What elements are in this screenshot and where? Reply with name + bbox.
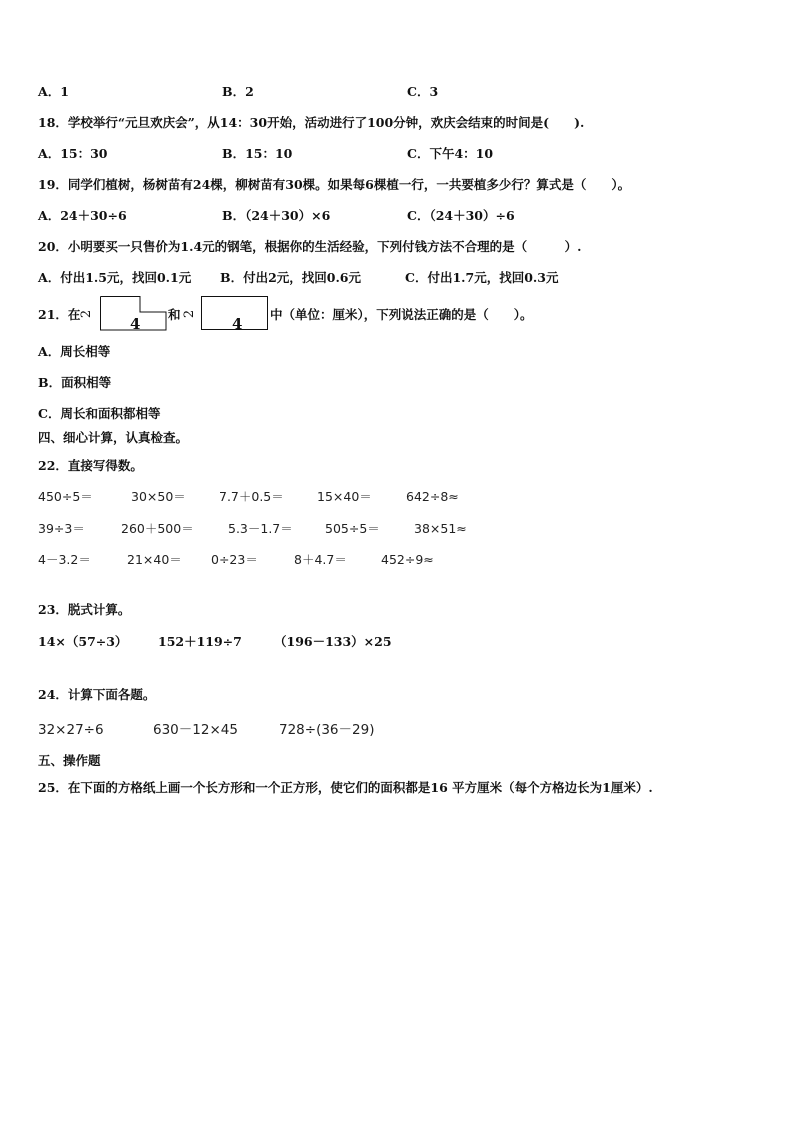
q24-item: 728÷(36－29): [279, 722, 375, 738]
q21-middle: 和: [168, 307, 181, 322]
q19-option-a: A．24＋30÷6: [38, 208, 127, 223]
q22-item: 8＋4.7＝: [294, 552, 347, 567]
q22-item: 38×51≈: [414, 521, 467, 536]
q23-stem: 23．脱式计算。: [38, 602, 131, 617]
q24-item: 32×27÷6: [38, 722, 104, 738]
q23-item: （196－133）×25: [274, 634, 392, 649]
q20-option-a: A．付出1.5元，找回0.1元: [38, 270, 192, 285]
q24-item: 630－12×45: [153, 722, 238, 738]
section5-title: 五、操作题: [38, 753, 101, 768]
q23-item: 152＋119÷7: [158, 634, 242, 649]
q25-stem: 25．在下面的方格纸上画一个长方形和一个正方形，使它们的面积都是16 平方厘米（每个方格边长为1厘米）.: [38, 780, 653, 795]
q21-prefix: 21．在: [38, 307, 81, 322]
q18-option-a: A．15：30: [38, 146, 108, 161]
q20-stem: 20．小明要买一只售价为1.4元的钢笔，根据你的生活经验，下列付钱方法不合理的是（ ）.: [38, 239, 582, 254]
q17-option-c: C．3: [407, 84, 439, 99]
q22-item: 452÷9≈: [381, 552, 434, 567]
q22-item: 7.7＋0.5＝: [219, 489, 284, 504]
q21-shape2-bottom-label: 4: [232, 315, 243, 333]
q19-stem: 19．同学们植树，杨树苗有24棵，柳树苗有30棵。如果每6棵植一行，一共要植多少行？算式是（ ）。: [38, 177, 631, 192]
q22-item: 4－3.2＝: [38, 552, 91, 567]
q17-option-a: A．1: [38, 84, 69, 99]
q21-shape2-side-label: 2: [182, 309, 198, 319]
q21-shape1-side-label: 2: [79, 309, 95, 319]
q18-option-c: C．下午4：10: [407, 146, 494, 161]
q22-stem: 22．直接写得数。: [38, 458, 143, 473]
q23-item: 14×（57÷3）: [38, 634, 128, 649]
q22-item: 0÷23＝: [211, 552, 258, 567]
q22-item: 505÷5＝: [325, 521, 380, 536]
q21-option-c: C．周长和面积都相等: [38, 406, 161, 421]
q21-option-a: A．周长相等: [38, 344, 111, 359]
q22-item: 642÷8≈: [406, 489, 459, 504]
q24-stem: 24．计算下面各题。: [38, 687, 156, 702]
q22-item: 15×40＝: [317, 489, 372, 504]
q22-item: 260＋500＝: [121, 521, 194, 536]
q20-option-b: B．付出2元，找回0.6元: [220, 270, 362, 285]
q22-item: 39÷3＝: [38, 521, 85, 536]
q21-shape1-bottom-label: 4: [130, 315, 141, 333]
q20-option-c: C．付出1.7元，找回0.3元: [405, 270, 559, 285]
q22-item: 5.3－1.7＝: [228, 521, 293, 536]
q19-option-c: C．（24＋30）÷6: [407, 208, 515, 223]
q22-item: 21×40＝: [127, 552, 182, 567]
q17-option-b: B．2: [222, 84, 254, 99]
q18-stem: 18．学校举行“元旦欢庆会”，从14：30开始，活动进行了100分钟，欢庆会结束的时间是( ).: [38, 115, 585, 130]
q22-item: 30×50＝: [131, 489, 186, 504]
q21-option-b: B．面积相等: [38, 375, 112, 390]
q21-suffix: 中（单位：厘米），下列说法正确的是（ ）。: [270, 307, 533, 322]
q22-item: 450÷5＝: [38, 489, 93, 504]
q19-option-b: B．（24＋30）×6: [222, 208, 331, 223]
section4-title: 四、细心计算，认真检查。: [38, 430, 189, 445]
q18-option-b: B．15：10: [222, 146, 293, 161]
